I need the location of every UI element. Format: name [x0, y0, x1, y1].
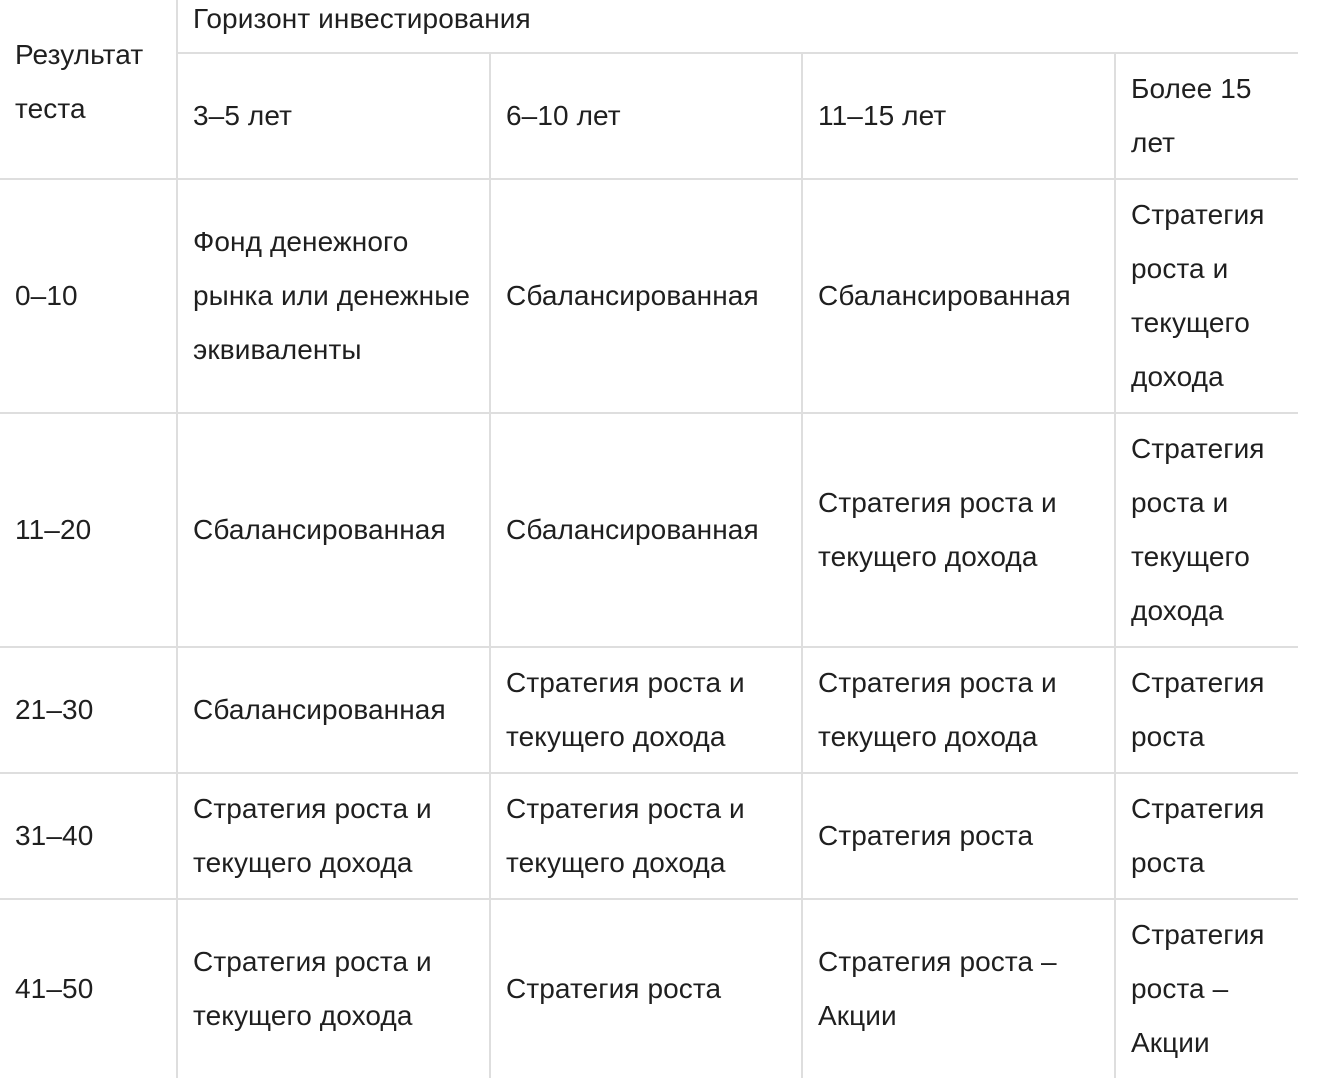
strategy-cell: Стратегия роста – Акции: [1115, 899, 1298, 1078]
strategy-cell: Сбалансированная: [177, 413, 490, 647]
strategy-cell: Стратегия роста и текущего дохода: [1115, 413, 1298, 647]
score-cell: 31–40: [0, 773, 177, 899]
header-horizon-11-15: 11–15 лет: [802, 53, 1115, 179]
table-row: [0, 899, 1298, 1078]
strategy-cell: Стратегия роста и текущего дохода: [177, 899, 490, 1078]
strategy-cell: Фонд денежного рынка или денежные эквиваленты: [177, 179, 490, 413]
header-result: Результат теста: [0, 0, 177, 179]
strategy-cell: Сбалансированная: [177, 647, 490, 773]
strategy-cell: Стратегия роста и текущего дохода: [490, 773, 802, 899]
strategy-cell: Стратегия роста: [802, 773, 1115, 899]
header-row-main: [0, 0, 1298, 53]
score-cell: 0–10: [0, 179, 177, 413]
header-horizon-15-plus: Более 15 лет: [1115, 53, 1298, 179]
score-cell: 41–50: [0, 899, 177, 1078]
strategy-cell: Стратегия роста и текущего дохода: [802, 413, 1115, 647]
header-horizon-3-5: 3–5 лет: [177, 53, 490, 179]
strategy-cell: Стратегия роста: [1115, 773, 1298, 899]
header-horizon: Горизонт инвестирования: [177, 0, 1298, 53]
header-row-horizons: [0, 53, 1298, 179]
strategy-cell: Стратегия роста и текущего дохода: [1115, 179, 1298, 413]
header-horizon-6-10: 6–10 лет: [490, 53, 802, 179]
strategy-cell: Сбалансированная: [490, 179, 802, 413]
strategy-cell: Стратегия роста: [1115, 647, 1298, 773]
strategy-cell: Стратегия роста и текущего дохода: [177, 773, 490, 899]
table-row: [0, 773, 1298, 899]
score-cell: 21–30: [0, 647, 177, 773]
strategy-cell: Сбалансированная: [802, 179, 1115, 413]
strategy-cell: Стратегия роста: [490, 899, 802, 1078]
strategy-cell: Стратегия роста и текущего дохода: [490, 647, 802, 773]
table-row: [0, 647, 1298, 773]
score-cell: 11–20: [0, 413, 177, 647]
strategy-cell: Сбалансированная: [490, 413, 802, 647]
table-row: [0, 179, 1298, 413]
strategy-cell: Стратегия роста и текущего дохода: [802, 647, 1115, 773]
strategy-cell: Стратегия роста – Акции: [802, 899, 1115, 1078]
table-row: [0, 413, 1298, 647]
